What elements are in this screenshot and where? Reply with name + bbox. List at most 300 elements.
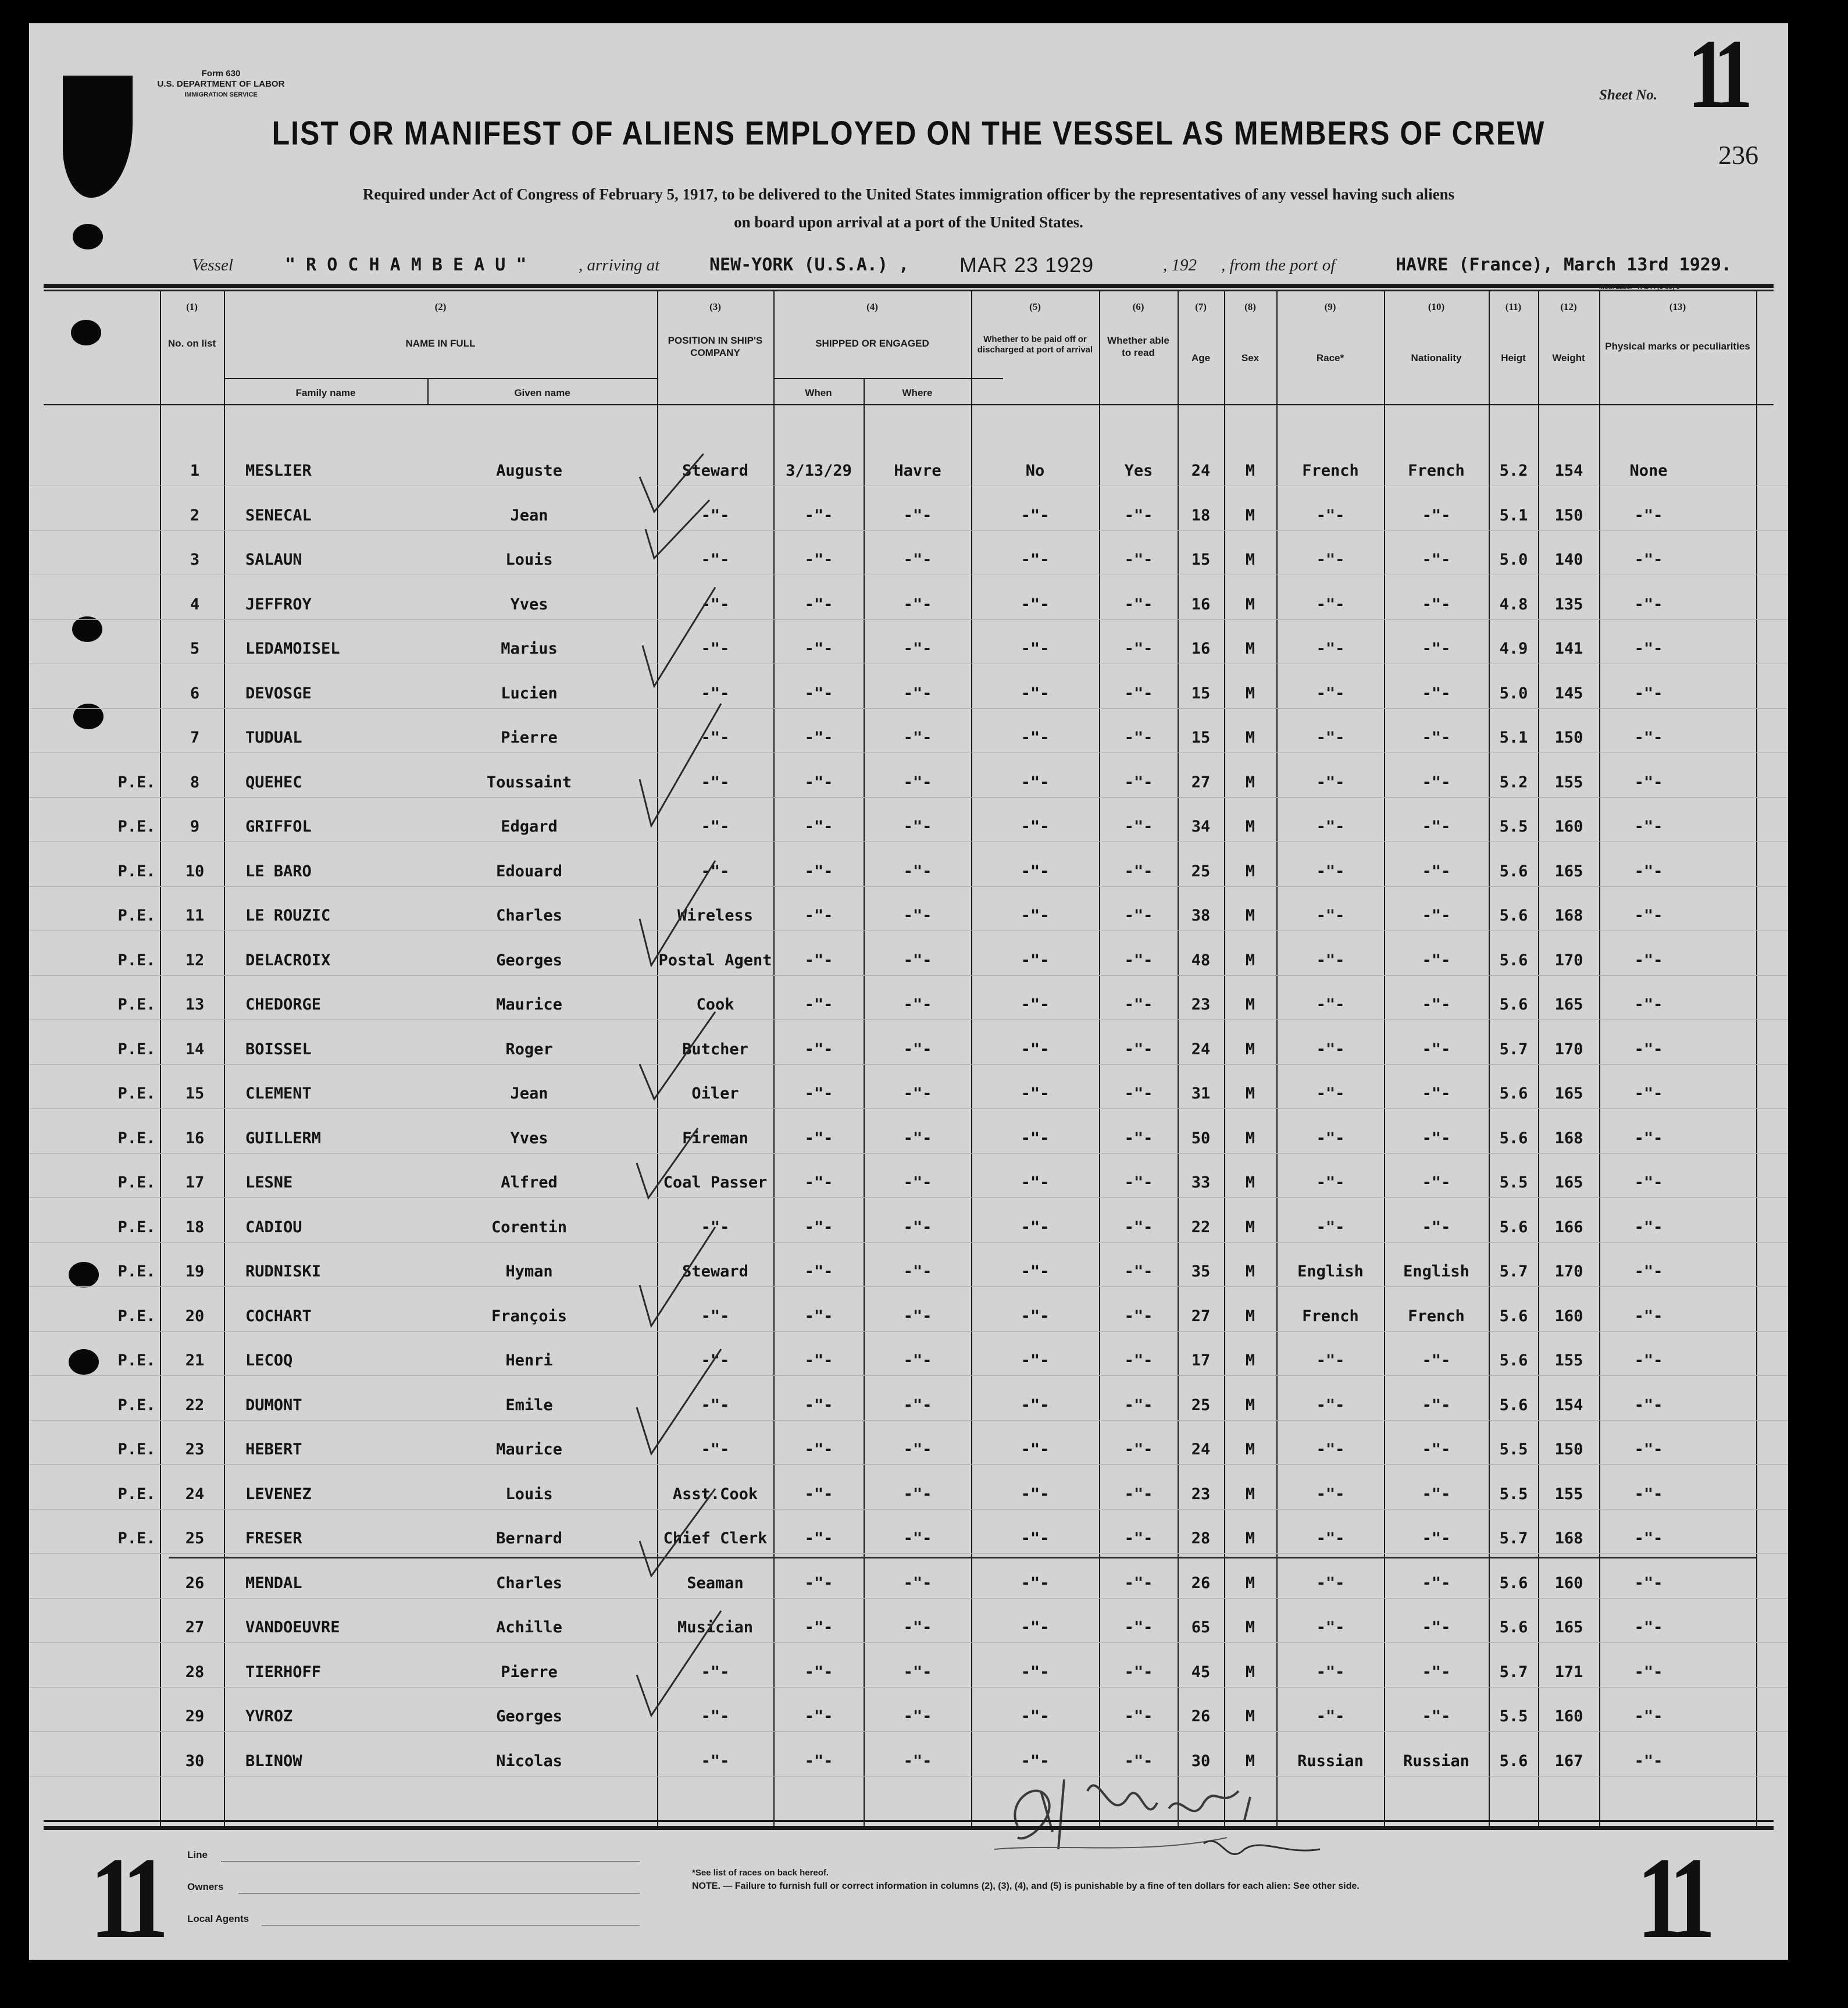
race: -"- <box>1316 1396 1345 1414</box>
row-number: 13 <box>185 996 205 1014</box>
age: 18 <box>1191 506 1211 525</box>
family-name: DUMONT <box>245 1396 302 1414</box>
age: 24 <box>1191 1040 1211 1058</box>
shipped-when: -"- <box>804 1262 833 1281</box>
given-name: Marius <box>501 640 558 658</box>
able-to-read: -"- <box>1124 1218 1153 1236</box>
family-name: LE ROUZIC <box>245 907 331 925</box>
race: -"- <box>1316 862 1345 880</box>
weight: 155 <box>1554 1351 1583 1369</box>
requirement-line-1: Required under Act of Congress of February 5, 1917, to be delivered to the United States immigration officer by the representatives of any vessel having such aliens <box>362 186 1455 203</box>
shipped-where: -"- <box>903 684 932 702</box>
shipped-when: -"- <box>804 862 833 880</box>
family-name: SENECAL <box>245 506 312 525</box>
given-name: Georges <box>496 951 562 969</box>
sex: M <box>1245 818 1255 836</box>
shipped-when: -"- <box>804 1485 833 1503</box>
shipped-where: -"- <box>903 1396 932 1414</box>
row-guide-line <box>29 1197 1788 1198</box>
shipped-when: -"- <box>804 551 833 569</box>
position: -"- <box>701 1396 730 1414</box>
position: Fireman <box>682 1129 748 1147</box>
row-number: 3 <box>190 551 200 569</box>
family-name: TUDUAL <box>245 729 302 747</box>
footer-agents-label: Local Agents <box>187 1913 249 1924</box>
race: -"- <box>1316 818 1345 836</box>
nationality: -"- <box>1422 1218 1451 1236</box>
family-name: YVROZ <box>245 1707 293 1725</box>
family-name: LEVENEZ <box>245 1485 312 1503</box>
nationality: -"- <box>1422 1396 1451 1414</box>
position: -"- <box>701 818 730 836</box>
position: Chief Clerk <box>663 1529 768 1547</box>
shipped-where: -"- <box>903 1040 932 1058</box>
able-to-read: -"- <box>1124 1396 1153 1414</box>
shipped-where: -"- <box>903 1574 932 1592</box>
shipped-when: -"- <box>804 1129 833 1147</box>
position: Steward <box>682 462 748 480</box>
paid-off: -"- <box>1021 506 1050 525</box>
able-to-read: -"- <box>1124 1174 1153 1192</box>
paid-off: -"- <box>1021 729 1050 747</box>
pe-mark: P.E. <box>117 1262 156 1281</box>
physical-marks: -"- <box>1634 1174 1663 1192</box>
given-name: Jean <box>510 506 548 525</box>
arriving-port: NEW-YORK (U.S.A.) , <box>709 255 909 275</box>
able-to-read: -"- <box>1124 1040 1153 1058</box>
sex: M <box>1245 1040 1255 1058</box>
sex: M <box>1245 1307 1255 1325</box>
family-name: VANDOEUVRE <box>245 1618 340 1636</box>
family-name: LEDAMOISEL <box>245 640 340 658</box>
paid-off: -"- <box>1021 1707 1050 1725</box>
height: 5.2 <box>1499 773 1528 791</box>
family-name: MENDAL <box>245 1574 302 1592</box>
race: -"- <box>1316 1085 1345 1103</box>
height: 5.0 <box>1499 684 1528 702</box>
row-guide-line <box>29 1776 1788 1777</box>
sex: M <box>1245 951 1255 969</box>
row-guide-line <box>29 930 1788 931</box>
sex: M <box>1245 729 1255 747</box>
sex: M <box>1245 1529 1255 1547</box>
shipped-where: -"- <box>903 818 932 836</box>
age: 35 <box>1191 1262 1211 1281</box>
row-number: 30 <box>185 1752 205 1770</box>
shipped-where: -"- <box>903 1262 932 1281</box>
col-number-7: (7) <box>1195 301 1207 312</box>
able-to-read: -"- <box>1124 1351 1153 1369</box>
race: -"- <box>1316 640 1345 658</box>
able-to-read: -"- <box>1124 640 1153 658</box>
weight: 168 <box>1554 1129 1583 1147</box>
position: Steward <box>682 1262 748 1281</box>
shipped-where: -"- <box>903 951 932 969</box>
given-name: Lucien <box>501 684 558 702</box>
pe-mark: P.E. <box>117 996 156 1014</box>
able-to-read: -"- <box>1124 1085 1153 1103</box>
page-number: 236 <box>1718 140 1758 170</box>
weight: 170 <box>1554 951 1583 969</box>
departure-port-date: HAVRE (France), March 13rd 1929. <box>1396 255 1732 275</box>
paid-off: -"- <box>1021 1529 1050 1547</box>
able-to-read: -"- <box>1124 1262 1153 1281</box>
age: 48 <box>1191 951 1211 969</box>
pe-mark: P.E. <box>117 1485 156 1503</box>
height: 5.5 <box>1499 1440 1528 1458</box>
height: 5.1 <box>1499 729 1528 747</box>
age: 33 <box>1191 1174 1211 1192</box>
paid-off: -"- <box>1021 684 1050 702</box>
family-name: FRESER <box>245 1529 302 1547</box>
pe-mark: P.E. <box>117 1129 156 1147</box>
penalty-note: NOTE. — Failure to furnish full or correct information in columns (2), (3), (4), and (5) is punishable by a fine of ten dollars for each alien: See other side. <box>692 1881 1360 1891</box>
weight: 165 <box>1554 1085 1583 1103</box>
nationality: -"- <box>1422 729 1451 747</box>
col-label-nationality: Nationality <box>1411 352 1462 363</box>
physical-marks: -"- <box>1634 951 1663 969</box>
sex: M <box>1245 996 1255 1014</box>
able-to-read: -"- <box>1124 1663 1153 1681</box>
shipped-when: -"- <box>804 1174 833 1192</box>
sex: M <box>1245 907 1255 925</box>
physical-marks: -"- <box>1634 773 1663 791</box>
able-to-read: -"- <box>1124 818 1153 836</box>
age: 16 <box>1191 595 1211 614</box>
weight: 165 <box>1554 862 1583 880</box>
shipped-where: -"- <box>903 551 932 569</box>
col-number-11: (11) <box>1505 301 1522 312</box>
department-name: U.S. DEPARTMENT OF LABOR <box>157 79 285 89</box>
age: 15 <box>1191 729 1211 747</box>
given-name: Louis <box>505 551 553 569</box>
weight: 160 <box>1554 1574 1583 1592</box>
physical-marks: -"- <box>1634 996 1663 1014</box>
shipped-where: -"- <box>903 996 932 1014</box>
row-guide-line <box>29 1731 1788 1732</box>
given-name: Jean <box>510 1085 548 1103</box>
physical-marks: -"- <box>1634 729 1663 747</box>
sex: M <box>1245 1752 1255 1770</box>
given-name: Georges <box>496 1707 562 1725</box>
family-name: HEBERT <box>245 1440 302 1458</box>
row-guide-line <box>29 1464 1788 1465</box>
age: 23 <box>1191 1485 1211 1503</box>
weight: 168 <box>1554 1529 1583 1547</box>
row-guide-line <box>29 1642 1788 1643</box>
family-name: BOISSEL <box>245 1040 312 1058</box>
given-name: Yves <box>510 595 548 614</box>
position: Butcher <box>682 1040 748 1058</box>
shipped-where: -"- <box>903 1307 932 1325</box>
shipped-where: -"- <box>903 595 932 614</box>
row-guide-line <box>29 1598 1788 1599</box>
shipped-where: -"- <box>903 907 932 925</box>
col-number-10: (10) <box>1428 301 1445 312</box>
sex: M <box>1245 1218 1255 1236</box>
position: -"- <box>701 1218 730 1236</box>
paid-off: -"- <box>1021 907 1050 925</box>
able-to-read: -"- <box>1124 595 1153 614</box>
physical-marks: -"- <box>1634 1529 1663 1547</box>
age: 30 <box>1191 1752 1211 1770</box>
sex: M <box>1245 506 1255 525</box>
nationality: -"- <box>1422 1085 1451 1103</box>
height: 5.7 <box>1499 1262 1528 1281</box>
sex: M <box>1245 595 1255 614</box>
shipped-when: -"- <box>804 1707 833 1725</box>
row-guide-line <box>29 1242 1788 1243</box>
col-number-13: (13) <box>1669 301 1686 312</box>
age: 25 <box>1191 862 1211 880</box>
subcol-family-name: Family name <box>295 387 356 398</box>
paid-off: -"- <box>1021 1618 1050 1636</box>
col-number-5: (5) <box>1029 301 1041 312</box>
race: -"- <box>1316 1663 1345 1681</box>
height: 5.6 <box>1499 1307 1528 1325</box>
nationality: -"- <box>1422 1529 1451 1547</box>
given-name: Corentin <box>491 1218 568 1236</box>
col-number-3: (3) <box>709 301 721 312</box>
bottom-rule <box>44 1820 1774 1822</box>
shipped-when: -"- <box>804 1396 833 1414</box>
col-label-position: POSITION IN SHIP'S COMPANY <box>668 335 763 358</box>
shipped-when: -"- <box>804 818 833 836</box>
nationality: Russian <box>1403 1752 1469 1770</box>
family-name: CHEDORGE <box>245 996 322 1014</box>
family-name: CLEMENT <box>245 1085 312 1103</box>
row-guide-line <box>29 619 1788 620</box>
height: 5.6 <box>1499 1085 1528 1103</box>
pe-mark: P.E. <box>117 1040 156 1058</box>
weight: 160 <box>1554 1307 1583 1325</box>
manifest-sheet <box>29 19 1788 1963</box>
sheet-number-bottom-right: 11 <box>1636 1834 1707 1963</box>
nationality: -"- <box>1422 907 1451 925</box>
pe-mark: P.E. <box>117 862 156 880</box>
vessel-label: Vessel <box>192 256 233 274</box>
position: -"- <box>701 773 730 791</box>
sex: M <box>1245 1129 1255 1147</box>
height: 4.8 <box>1499 595 1528 614</box>
col-number-12: (12) <box>1560 301 1577 312</box>
row-guide-line <box>29 1420 1788 1421</box>
paid-off: -"- <box>1021 1040 1050 1058</box>
position: Musician <box>677 1618 754 1636</box>
pe-mark: P.E. <box>117 1307 156 1325</box>
position: -"- <box>701 862 730 880</box>
row-guide-line <box>29 752 1788 753</box>
given-name: Auguste <box>496 462 562 480</box>
inspector-checkmarks <box>628 454 744 1791</box>
height: 5.7 <box>1499 1529 1528 1547</box>
row-number: 20 <box>185 1307 205 1325</box>
position: Wireless <box>677 907 754 925</box>
row-guide-line <box>29 1019 1788 1020</box>
given-name: Charles <box>496 1574 562 1592</box>
family-name: RUDNISKI <box>245 1262 322 1281</box>
height: 5.2 <box>1499 462 1528 480</box>
able-to-read: -"- <box>1124 1752 1153 1770</box>
service-name: IMMIGRATION SERVICE <box>184 91 258 98</box>
able-to-read: -"- <box>1124 551 1153 569</box>
manifest-title: LIST OR MANIFEST OF ALIENS EMPLOYED ON THE VESSEL AS MEMBERS OF CREW <box>272 114 1546 152</box>
height: 5.6 <box>1499 1129 1528 1147</box>
footer-owners-label: Owners <box>187 1881 224 1892</box>
shipped-where: -"- <box>903 1218 932 1236</box>
family-name: JEFFROY <box>245 595 312 614</box>
physical-marks: -"- <box>1634 1663 1663 1681</box>
requirement-line-2: on board upon arrival at a port of the United States. <box>734 213 1083 231</box>
pe-mark: P.E. <box>117 773 156 791</box>
nationality: -"- <box>1422 640 1451 658</box>
family-name: MESLIER <box>245 462 312 480</box>
shipped-where: -"- <box>903 1618 932 1636</box>
physical-marks: -"- <box>1634 1440 1663 1458</box>
sex: M <box>1245 1440 1255 1458</box>
race: -"- <box>1316 506 1345 525</box>
vessel-name: " R O C H A M B E A U " <box>285 255 527 275</box>
family-name: LECOQ <box>245 1351 293 1369</box>
row-number: 11 <box>185 907 205 925</box>
able-to-read: -"- <box>1124 862 1153 880</box>
nationality: -"- <box>1422 1129 1451 1147</box>
nationality: -"- <box>1422 506 1451 525</box>
shipped-where: -"- <box>903 1440 932 1458</box>
paid-off: -"- <box>1021 1396 1050 1414</box>
race: -"- <box>1316 996 1345 1014</box>
position: Coal Passer <box>663 1174 768 1192</box>
shipped-where: -"- <box>903 1707 932 1725</box>
sex: M <box>1245 1485 1255 1503</box>
height: 5.6 <box>1499 951 1528 969</box>
from-port-label: , from the port of <box>1221 256 1336 274</box>
given-name: Pierre <box>501 729 558 747</box>
shipped-when: -"- <box>804 996 833 1014</box>
shipped-when: -"- <box>804 1440 833 1458</box>
sex: M <box>1245 1262 1255 1281</box>
shipped-where: -"- <box>903 1129 932 1147</box>
able-to-read: -"- <box>1124 1440 1153 1458</box>
weight: 154 <box>1554 462 1583 480</box>
sex: M <box>1245 1574 1255 1592</box>
paid-off: -"- <box>1021 551 1050 569</box>
weight: 166 <box>1554 1218 1583 1236</box>
race: -"- <box>1316 1129 1345 1147</box>
weight: 165 <box>1554 1174 1583 1192</box>
sex: M <box>1245 1174 1255 1192</box>
able-to-read: -"- <box>1124 1307 1153 1325</box>
sex: M <box>1245 1351 1255 1369</box>
race: -"- <box>1316 1218 1345 1236</box>
shipped-where: -"- <box>903 1085 932 1103</box>
row-guide-line <box>29 797 1788 798</box>
age: 28 <box>1191 1529 1211 1547</box>
shipped-when: -"- <box>804 684 833 702</box>
shipped-where: -"- <box>903 1529 932 1547</box>
row-guide-line <box>29 886 1788 887</box>
row-25-strikethrough <box>169 1557 1756 1558</box>
age: 22 <box>1191 1218 1211 1236</box>
subcol-when: When <box>805 387 832 398</box>
shipped-where: -"- <box>903 862 932 880</box>
nationality: -"- <box>1422 773 1451 791</box>
row-number: 18 <box>185 1218 205 1236</box>
shipped-when: -"- <box>804 907 833 925</box>
position: -"- <box>701 1752 730 1770</box>
row-number: 19 <box>185 1262 205 1281</box>
row-number: 17 <box>185 1174 205 1192</box>
able-to-read: -"- <box>1124 729 1153 747</box>
height: 5.5 <box>1499 1174 1528 1192</box>
row-number: 23 <box>185 1440 205 1458</box>
paid-off: -"- <box>1021 640 1050 658</box>
inspector-signature <box>994 1756 1367 1873</box>
given-name: Nicolas <box>496 1752 562 1770</box>
row-guide-line <box>29 1153 1788 1154</box>
height: 5.6 <box>1499 1752 1528 1770</box>
row-number: 5 <box>190 640 200 658</box>
age: 24 <box>1191 1440 1211 1458</box>
col-label-race: Race* <box>1316 352 1344 363</box>
height: 5.0 <box>1499 551 1528 569</box>
paid-off: -"- <box>1021 1663 1050 1681</box>
race: -"- <box>1316 1529 1345 1547</box>
weight: 160 <box>1554 1707 1583 1725</box>
shipped-when: -"- <box>804 506 833 525</box>
position: -"- <box>701 1707 730 1725</box>
position: -"- <box>701 551 730 569</box>
position: Oiler <box>691 1085 739 1103</box>
position: Asst.Cook <box>672 1485 758 1503</box>
race: -"- <box>1316 729 1345 747</box>
row-guide-line <box>29 1108 1788 1109</box>
position: -"- <box>701 640 730 658</box>
race: -"- <box>1316 551 1345 569</box>
paid-off: -"- <box>1021 1440 1050 1458</box>
year-label: , 192 <box>1163 256 1197 274</box>
row-number: 27 <box>185 1618 205 1636</box>
age: 24 <box>1191 462 1211 480</box>
row-number: 24 <box>185 1485 205 1503</box>
shipped-where: -"- <box>903 1752 932 1770</box>
given-name: Yves <box>510 1129 548 1147</box>
row-number: 14 <box>185 1040 205 1058</box>
col-number-6: (6) <box>1132 301 1144 312</box>
shipped-where: Havre <box>894 462 941 480</box>
pe-mark: P.E. <box>117 818 156 836</box>
age: 45 <box>1191 1663 1211 1681</box>
nationality: -"- <box>1422 1485 1451 1503</box>
physical-marks: -"- <box>1634 506 1663 525</box>
given-name: Maurice <box>496 996 562 1014</box>
age: 50 <box>1191 1129 1211 1147</box>
pe-mark: P.E. <box>117 1351 156 1369</box>
height: 5.5 <box>1499 1485 1528 1503</box>
shipped-when: -"- <box>804 951 833 969</box>
shipped-when: -"- <box>804 729 833 747</box>
race: -"- <box>1316 1574 1345 1592</box>
age: 27 <box>1191 1307 1211 1325</box>
weight: 154 <box>1554 1396 1583 1414</box>
weight: 168 <box>1554 907 1583 925</box>
shipped-when: -"- <box>804 1618 833 1636</box>
nationality: -"- <box>1422 1663 1451 1681</box>
height: 5.1 <box>1499 506 1528 525</box>
nationality: French <box>1408 1307 1465 1325</box>
weight: 150 <box>1554 1440 1583 1458</box>
race: French <box>1302 462 1359 480</box>
